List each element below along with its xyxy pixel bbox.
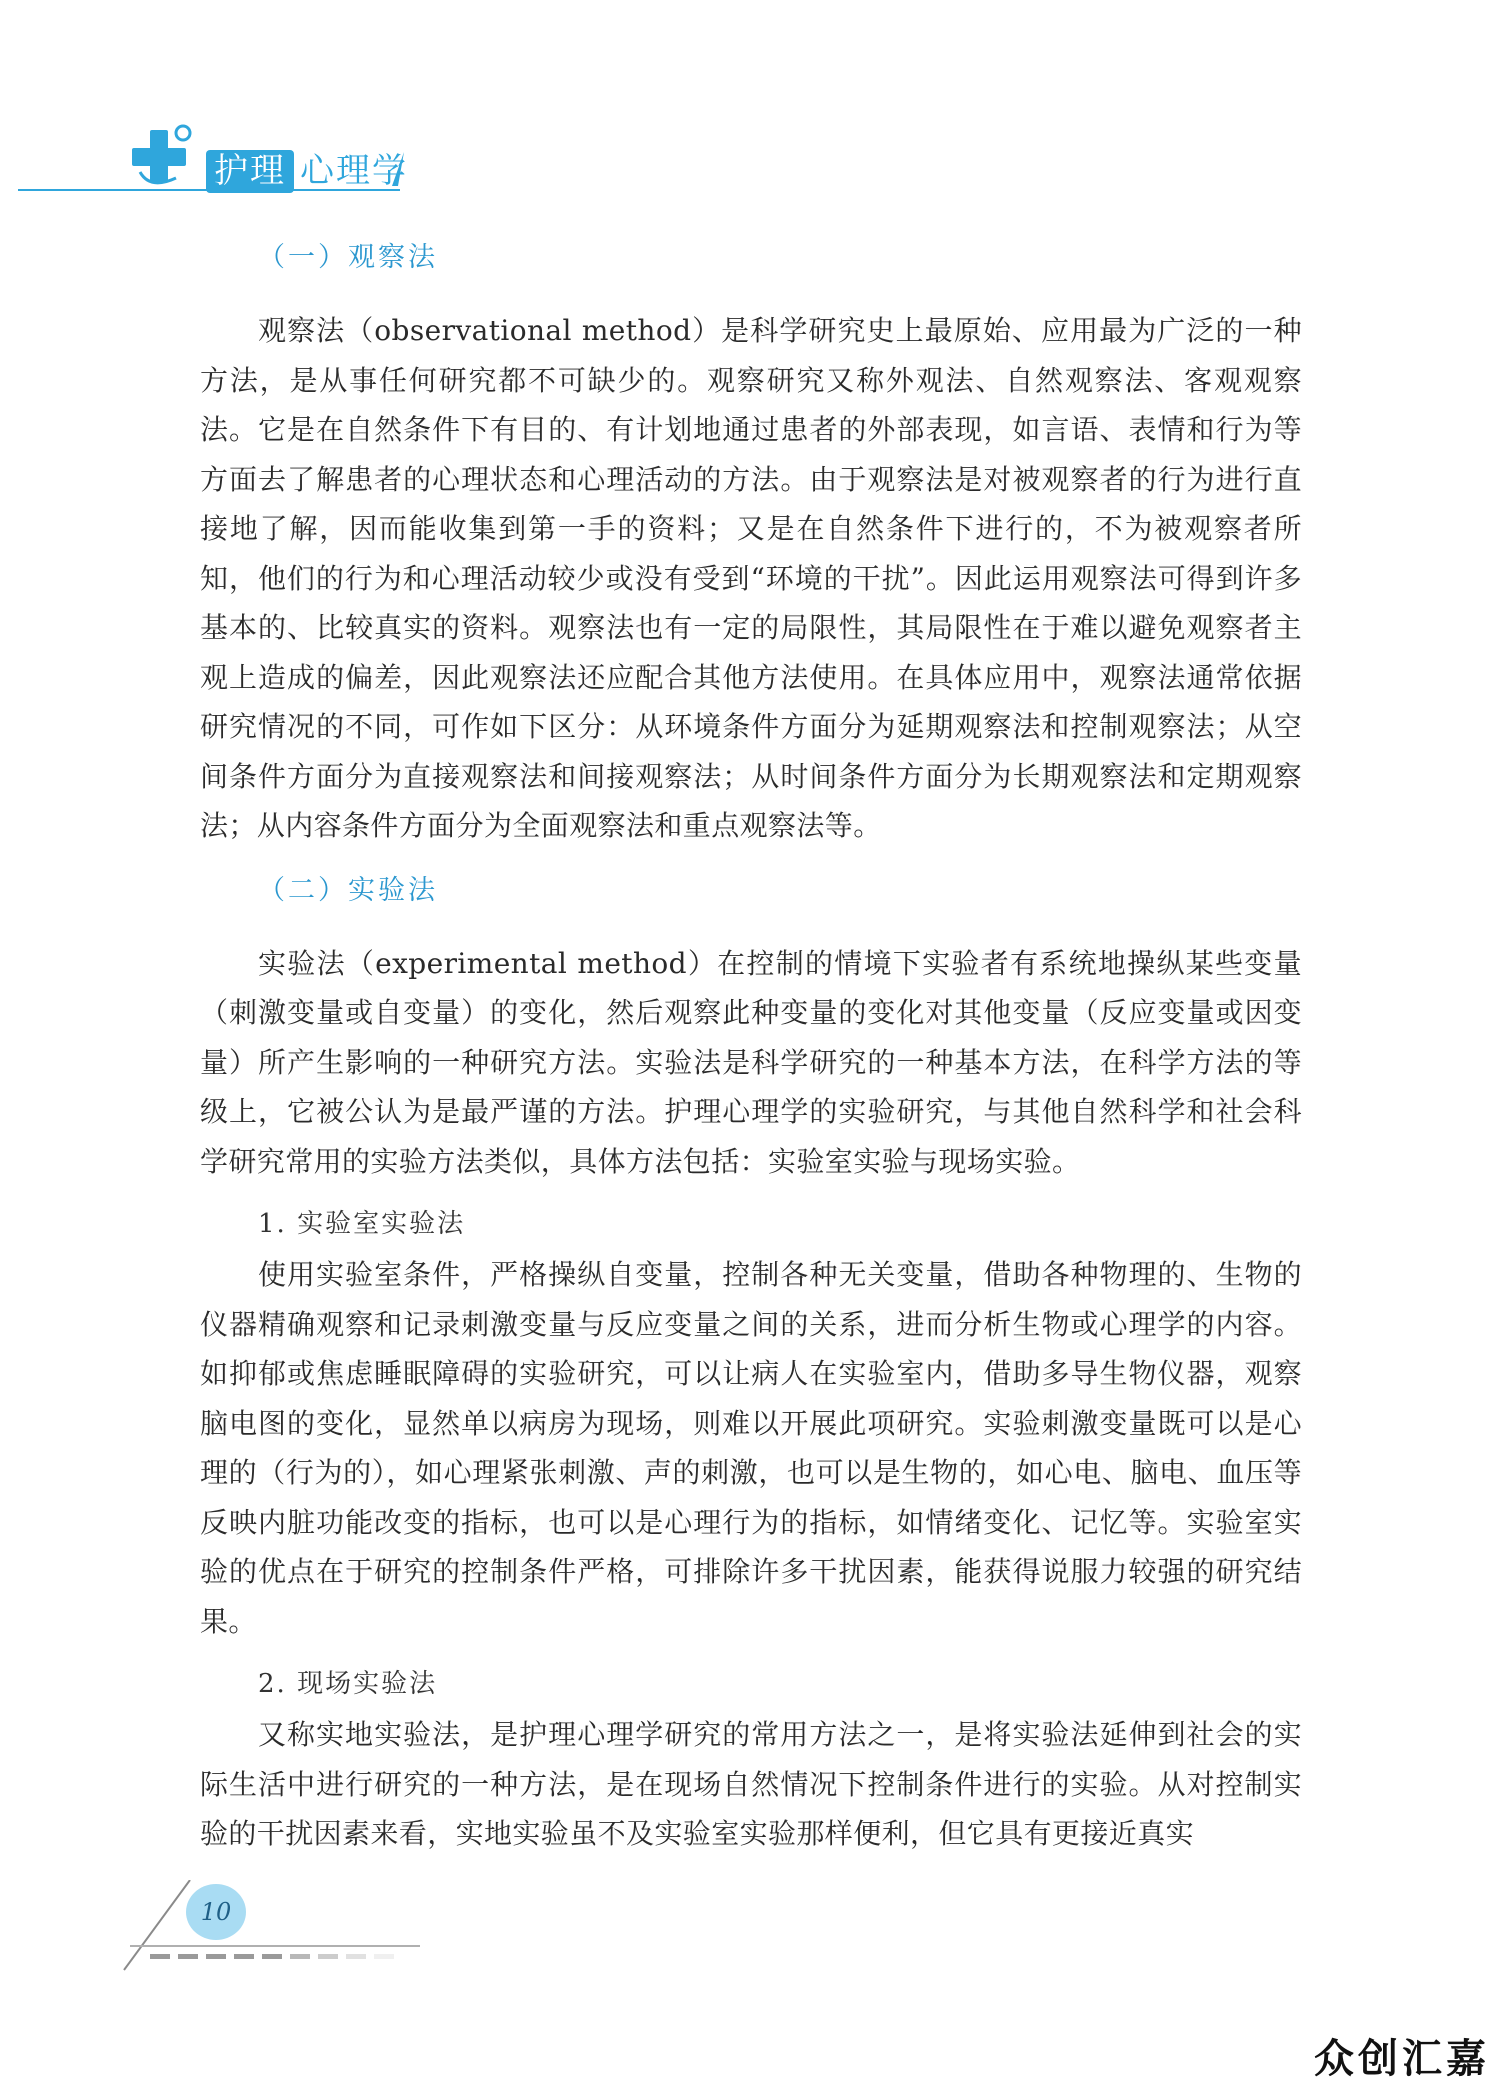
section-heading-observation: （一）观察法 (258, 242, 438, 273)
watermark: 众创汇嘉 (1314, 2036, 1490, 2082)
main-content (200, 234, 1302, 1877)
paragraph-lab-experiment: 使用实验室条件，严格操纵自变量，控制各种无关变量，借助各种物理的、生物的仪器精确观察和记录刺激变量与反应变量之间的关系，进而分析生物或心理学的内容。如抑郁或焦虑睡眠障碍的实验研究，可以让病人在实验室内，借助多导生物仪器，观察脑电图的变化，显然单以病房为现场，则难以开展此项研究。实验刺激变量既可以是心理的（行为的），如心理紧张刺激、声的刺激，也可以是生物的，如心电、脑电、血压等反映内脏功能改变的指标，也可以是心理行为的指标，如情绪变化、记忆等。实验室实验的优点在于研究的控制条件严格，可排除许多干扰因素，能获得说服力较强的研究结果。 (200, 1258, 1302, 1638)
section-heading-experiment: （二）实验法 (258, 874, 438, 906)
page-footer (0, 1880, 500, 1980)
subheading-field-experiment: 2. 现场实验法 (258, 1669, 438, 1699)
page-number: 10 (200, 1898, 232, 1926)
book-title-psychology: 心理学 (300, 151, 408, 191)
footer-decoration (0, 1880, 500, 1980)
book-title (206, 150, 408, 193)
subheading-lab-experiment: 1. 实验室实验法 (258, 1209, 466, 1239)
paragraph-field-experiment: 又称实地实验法，是护理心理学研究的常用方法之一，是将实验法延伸到社会的实际生活中进行研究的一种方法，是在现场自然情况下控制条件进行的实验。从对控制实验的干扰因素来看，实地实验虽不及实验室实验那样便利，但它具有更接近真实 (200, 1718, 1302, 1850)
page-header (0, 0, 1504, 200)
paragraph-observation: 观察法（observational method）是科学研究史上最原始、应用最为广泛的一种方法，是从事任何研究都不可缺少的。观察研究又称外观法、自然观察法、客观观察法。它是在自然条件下有目的、有计划地通过患者的外部表现，如言语、表情和行为等方面去了解患者的心理状态和心理活动的方法。由于观察法是对被观察者的行为进行直接地了解，因而能收集到第一手的资料；又是在自然条件下进行的，不为被观察者所知，他们的行为和心理活动较少或没有受到“环境的干扰”。因此运用观察法可得到许多基本的、比较真实的资料。观察法也有一定的局限性，其局限性在于难以避免观察者主观上造成的偏差，因此观察法还应配合其他方法使用。在具体应用中，观察法通常依据研究情况的不同，可作如下区分：从环境条件方面分为延期观察法和控制观察法；从空间条件方面分为直接观察法和间接观察法；从时间条件方面分为长期观察法和定期观察法；从内容条件方面分为全面观察法和重点观察法等。 (200, 314, 1302, 842)
book-title-nursing: 护理 (206, 150, 294, 193)
nursing-cross-icon (132, 126, 190, 183)
paragraph-experiment: 实验法（experimental method）在控制的情境下实验者有系统地操纵某些变量（刺激变量或自变量）的变化，然后观察此种变量的变化对其他变量（反应变量或因变量）所产生影响的一种研究方法。实验法是科学研究的一种基本方法，在科学方法的等级上，它被公认为是最严谨的方法。护理心理学的实验研究，与其他自然科学和社会科学研究常用的实验方法类似，具体方法包括：实验室实验与现场实验。 (200, 946, 1302, 1178)
